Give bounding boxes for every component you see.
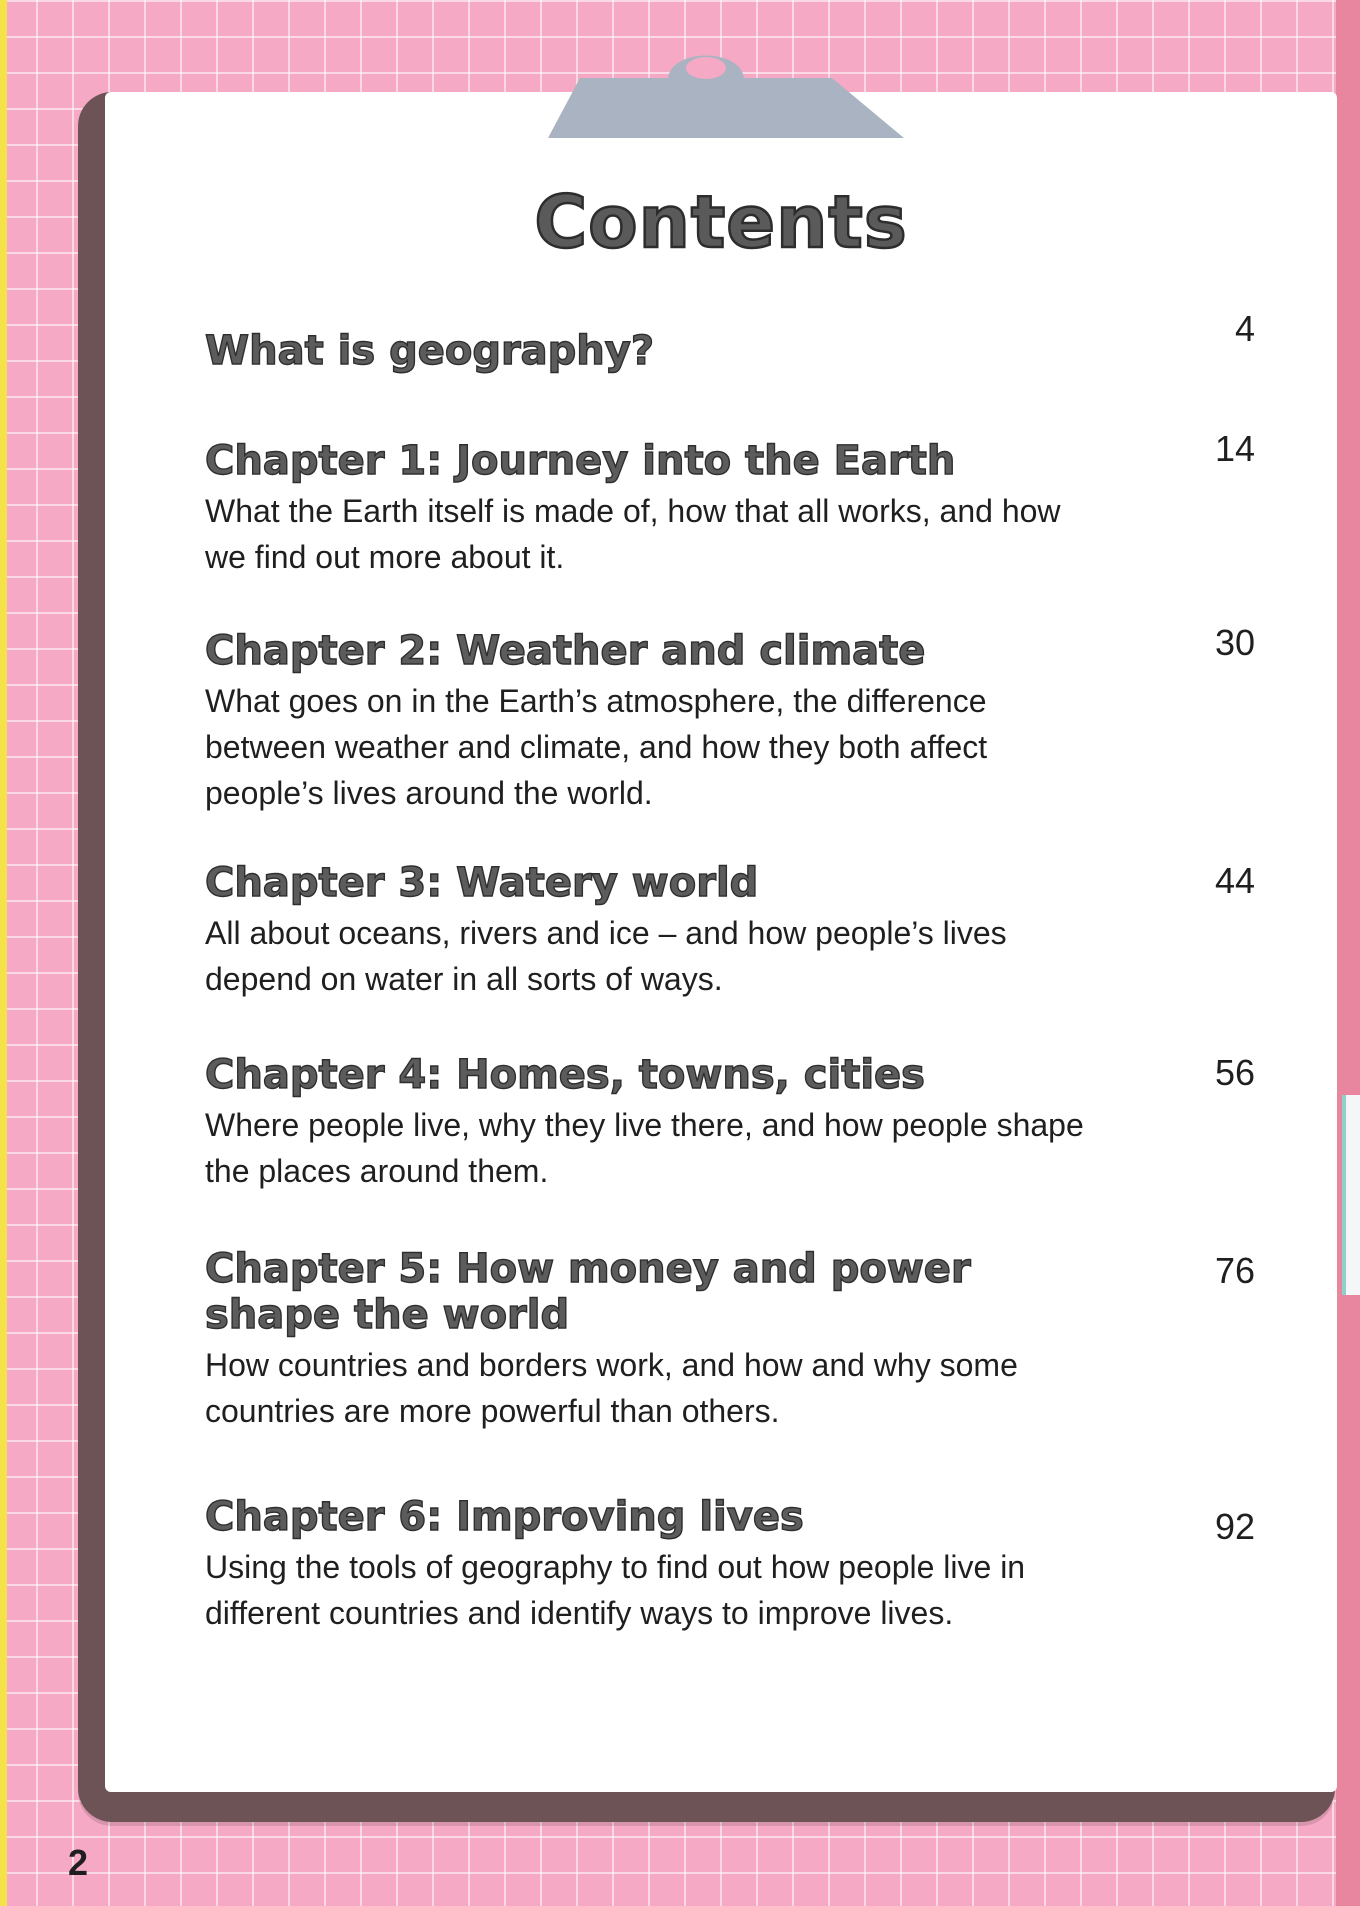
- page-folio-number: 2: [68, 1842, 89, 1883]
- page-tab-marker: [1342, 1095, 1360, 1295]
- toc-entry-description: All about oceans, rivers and ice – and how people’s lives depend on water in all sorts of ways.: [205, 915, 1007, 997]
- toc-entry-description: What goes on in the Earth’s atmosphere, the difference between weather and climate, and how they both affect people’s lives around the world.: [205, 683, 988, 811]
- toc-entry-page-number: 14: [1214, 428, 1255, 469]
- toc-entry-title: Chapter 5: How money and power shape the world: [205, 1246, 971, 1338]
- toc-entry-title: Chapter 1: Journey into the Earth: [205, 438, 956, 484]
- page-right-edge: [1336, 0, 1360, 1906]
- toc-entry-description: Where people live, why they live there, and how people shape the places around them.: [205, 1107, 1084, 1189]
- toc-entry-description: What the Earth itself is made of, how that all works, and how we find out more about it.: [205, 493, 1061, 575]
- toc-entry-chapter-6[interactable]: [205, 1494, 1255, 1636]
- toc-entry-description: Using the tools of geography to find out how people live in different countries and identify ways to improve lives.: [205, 1549, 1026, 1631]
- page-title: Contents: [534, 180, 908, 264]
- toc-entry-page-number: 4: [1234, 308, 1255, 349]
- toc-entry-title: What is geography?: [205, 328, 655, 374]
- toc-entry-intro[interactable]: [205, 308, 1255, 374]
- toc-entry-description: How countries and borders work, and how and why some countries are more powerful than others.: [205, 1347, 1018, 1429]
- toc-entry-page-number: 44: [1214, 860, 1255, 901]
- toc-entry-page-number: 30: [1214, 622, 1255, 663]
- toc-entry-chapter-1[interactable]: [205, 428, 1255, 580]
- toc-entry-chapter-3[interactable]: [205, 860, 1255, 1002]
- toc-entry-page-number: 56: [1214, 1052, 1255, 1093]
- toc-entry-chapter-5[interactable]: [205, 1246, 1255, 1434]
- toc-entry-page-number: 92: [1214, 1506, 1255, 1547]
- toc-entry-title: Chapter 4: Homes, towns, cities: [205, 1052, 925, 1098]
- clipboard-clip-icon: [508, 38, 904, 138]
- toc-entry-title: Chapter 6: Improving lives: [205, 1494, 804, 1540]
- toc-entry-title: Chapter 3: Watery world: [205, 860, 759, 906]
- book-spine-edge: [0, 0, 7, 1906]
- toc-entry-title: Chapter 2: Weather and climate: [205, 628, 926, 674]
- toc-entry-chapter-2[interactable]: [205, 622, 1255, 816]
- toc-entry-page-number: 76: [1214, 1250, 1255, 1291]
- toc-entry-chapter-4[interactable]: [205, 1052, 1255, 1194]
